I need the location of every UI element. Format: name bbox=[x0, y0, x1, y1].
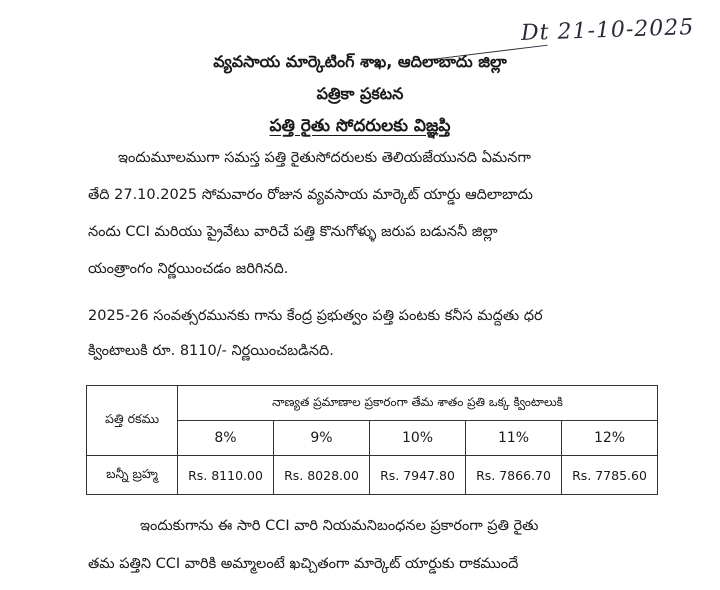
paragraph1-line: నందు CCI మరియు ప్రైవేటు వారిచే పత్తి కొనుగోళ్ళు జరుప బడుననీ జిల్లా bbox=[88, 224, 498, 240]
press-note-heading: పత్రికా ప్రకటన bbox=[316, 84, 404, 103]
paragraph2-line: క్వింటాలుకి రూ. 8110/- నిర్ణయించబడినది. bbox=[88, 343, 334, 359]
paragraph1-line: ఇందుమూలముగా సమస్త పత్తి రైతుసోదరులకు తెలియజేయునది ఏమనగా bbox=[118, 150, 531, 166]
department-heading: వ్యవసాయ మార్కెటింగ్ శాఖ, ఆదిలాబాదు జిల్లా bbox=[213, 52, 507, 71]
price-cell: Rs. 7866.70 bbox=[466, 456, 562, 495]
moisture-header-cell: నాణ్యత ప్రమాణాల ప్రకారంగా తేమ శాతం ప్రతి ఒక్క క్వింటాలుకి bbox=[178, 386, 658, 421]
moisture-level-cell: 9% bbox=[274, 421, 370, 456]
moisture-level-cell: 11% bbox=[466, 421, 562, 456]
paragraph1-line: తేది 27.10.2025 సోమవారం రోజున వ్యవసాయ మార్కెట్ యార్డు ఆదిలాబాదు bbox=[88, 187, 533, 203]
table-header-row bbox=[87, 386, 658, 421]
price-cell: Rs. 7785.60 bbox=[562, 456, 658, 495]
price-cell: Rs. 8028.00 bbox=[274, 456, 370, 495]
price-cell: Rs. 7947.80 bbox=[370, 456, 466, 495]
paragraph3-line: ఇందుకుగాను ఈ సారి CCI వారి నియమనిబంధనల ప్రకారంగా ప్రతి రైతు bbox=[140, 518, 539, 534]
moisture-level-cell: 12% bbox=[562, 421, 658, 456]
table-row bbox=[87, 456, 658, 495]
moisture-level-cell: 10% bbox=[370, 421, 466, 456]
handwritten-date: Dt 21-10-2025 bbox=[520, 14, 695, 47]
moisture-level-cell: 8% bbox=[178, 421, 274, 456]
price-cell: Rs. 8110.00 bbox=[178, 456, 274, 495]
paragraph1-line: యంత్రాంగం నిర్ణయించడం జరిగినది. bbox=[88, 261, 289, 277]
subject-heading: పత్తి రైతు సోదరులకు విజ్ఞప్తి bbox=[269, 116, 451, 136]
paragraph3-line: తమ పత్తిని CCI వారికి అమ్మాలంటే ఖచ్చితంగా మార్కెట్ యార్డుకు రాకముందే bbox=[88, 556, 519, 572]
paragraph2-line: 2025-26 సంవత్సరమునకు గాను కేంద్ర ప్రభుత్వం పత్తి పంటకు కనీస మద్దతు ధర bbox=[88, 308, 543, 324]
variety-name-cell: బన్నీ బ్రహ్మ bbox=[87, 456, 178, 495]
msp-price-table bbox=[86, 385, 658, 495]
variety-header-cell: పత్తి రకము bbox=[87, 386, 178, 456]
